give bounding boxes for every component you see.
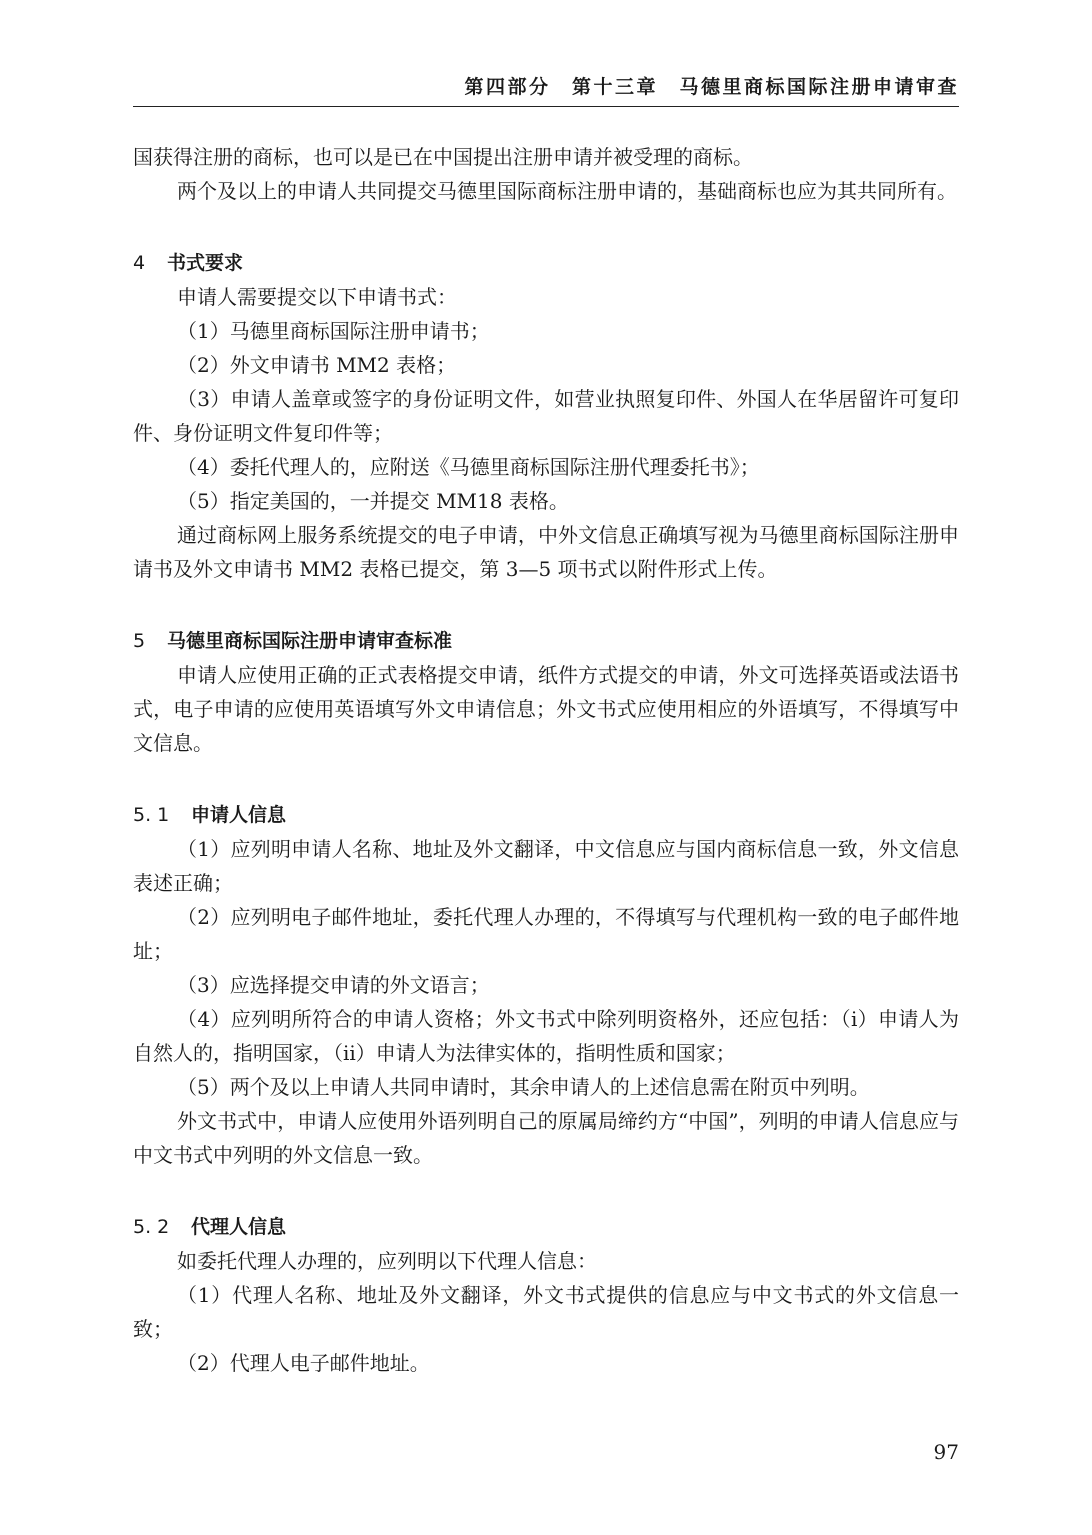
section-heading-5 [133,624,959,658]
section-title: 书式要求 [167,252,244,274]
paragraph: 国获得注册的商标，也可以是已在中国提出注册申请并被受理的商标。 [133,145,753,169]
paragraph: 通过商标网上服务系统提交的电子申请，中外文信息正确填写视为马德里商标国际注册申请书及外文申请书 MM2 表格已提交，第 3—5 项书式以附件形式上传。 [133,523,959,581]
list-item: （3）申请人盖章或签字的身份证明文件，如营业执照复印件、外国人在华居留许可复印件、身份证明文件复印件等； [133,387,959,445]
section-number: 5. 2 [133,1216,170,1238]
running-header [133,68,959,107]
page-body [133,140,959,1380]
section-number: 4 [133,252,146,274]
section-title: 申请人信息 [191,804,287,826]
list-item: （5）指定美国的，一并提交 MM18 表格。 [177,489,569,513]
list-item: （4）应列明所符合的申请人资格；外文书式中除列明资格外，还应包括：（i）申请人为自然人的，指明国家，（ii）申请人为法律实体的，指明性质和国家； [133,1007,959,1065]
section-title: 代理人信息 [191,1216,287,1238]
list-item: （2）应列明电子邮件地址，委托代理人办理的，不得填写与代理机构一致的电子邮件地址； [133,905,959,963]
paragraph: 如委托代理人办理的，应列明以下代理人信息： [177,1249,597,1273]
list-item: （2）外文申请书 MM2 表格； [177,353,457,377]
list-item: （1）应列明申请人名称、地址及外文翻译，中文信息应与国内商标信息一致，外文信息表述正确； [133,837,959,895]
paragraph: 申请人应使用正确的正式表格提交申请，纸件方式提交的申请，外文可选择英语或法语书式，电子申请的应使用英语填写外文申请信息；外文书式应使用相应的外语填写，不得填写中文信息。 [133,663,959,755]
paragraph: 两个及以上的申请人共同提交马德里国际商标注册申请的，基础商标也应为其共同所有。 [177,179,957,203]
section-heading-4 [133,246,959,280]
list-item: （2）代理人电子邮件地址。 [177,1351,430,1375]
page-number: 97 [933,1440,959,1464]
paragraph: 外文书式中，申请人应使用外语列明自己的原属局缔约方“中国”，列明的申请人信息应与中文书式中列明的外文信息一致。 [133,1109,959,1167]
running-title: 第四部分 第十三章 马德里商标国际注册申请审查 [464,76,959,98]
list-item: （5）两个及以上申请人共同申请时，其余申请人的上述信息需在附页中列明。 [177,1075,870,1099]
paragraph: 申请人需要提交以下申请书式： [177,285,457,309]
section-heading-5-1 [133,798,959,832]
list-item: （1）马德里商标国际注册申请书； [177,319,490,343]
section-title: 马德里商标国际注册申请审查标准 [167,630,453,652]
list-item: （1）代理人名称、地址及外文翻译，外文书式提供的信息应与中文书式的外文信息一致； [133,1283,959,1341]
section-number: 5. 1 [133,804,170,826]
section-heading-5-2 [133,1210,959,1244]
list-item: （3）应选择提交申请的外文语言； [177,973,490,997]
section-number: 5 [133,630,146,652]
list-item: （4）委托代理人的，应附送《马德里商标国际注册代理委托书》； [177,455,760,479]
